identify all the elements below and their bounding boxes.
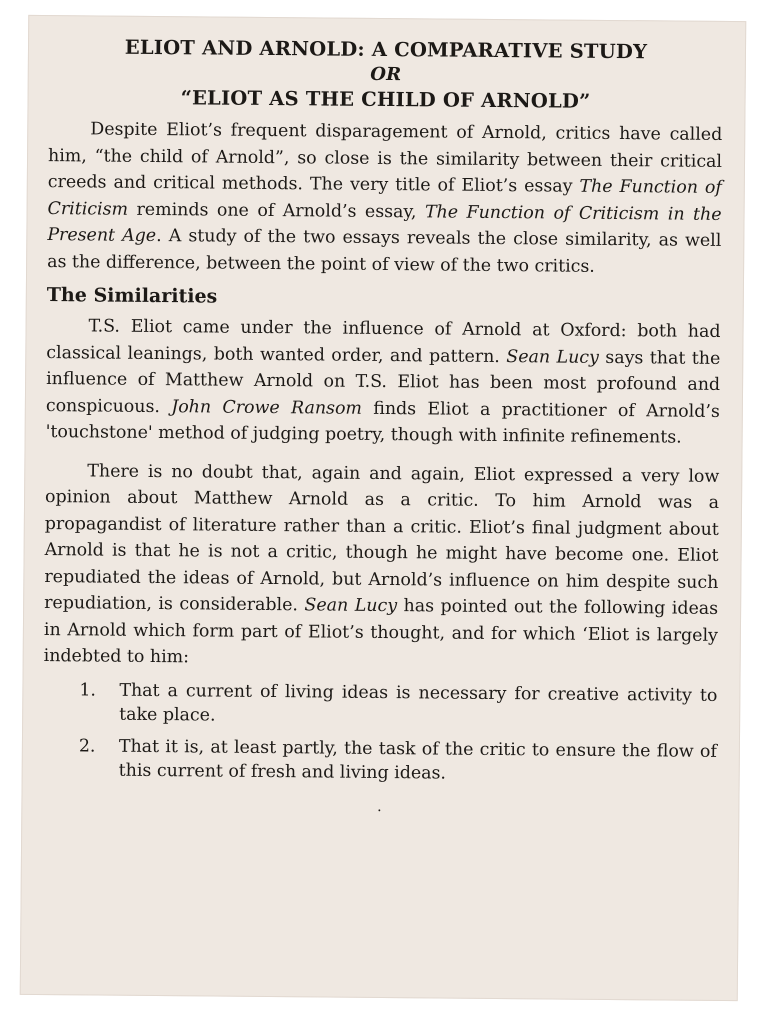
para3-text-2: has pointed out the following ideas in Arnold which form part of Eliot’s thought, and for which ‘Eliot is largely indebted to him: — [43, 596, 719, 668]
book-page — [20, 15, 747, 1001]
list-number: 1. — [79, 679, 97, 701]
intro-text-1: Despite Eliot’s frequent disparagement of Arnold, critics have called him, “the child of Arnold”, so close is the similarity between their critical creeds and critical methods. The very title of Eliot’s essay — [47, 119, 723, 197]
arnold-essay-title: The Function of Criticism in the Present Age — [47, 201, 722, 247]
footer-mark: . — [377, 798, 382, 815]
name-sean-lucy-2: Sean Lucy — [304, 595, 398, 617]
para2-text-1: T.S. Eliot came under the influence of Arnold at Oxford: both had classical leanings, both wanted order, and pattern. — [46, 316, 721, 367]
para3-text-1: There is no doubt that, again and again, Eliot expressed a very low opinion about Matthew Arnold as a critic. To him Arnold was a propagandist of literature rather than a critic. Eliot’s final judgment about Arnold is that he is not a critic, though he might have become one. Eliot repudiated the ideas of Arnold, but Arnold’s influence on him despite such repudiation, is considerable. — [44, 460, 720, 616]
eliot-essay-title: The Function of Criticism — [47, 176, 722, 220]
section-heading: The Similarities — [46, 284, 218, 308]
similarities-paragraph — [46, 313, 721, 451]
intro-text-2: reminds one of Arnold’s essay, — [127, 199, 426, 222]
para2-text-2: says that the influence of Matthew Arnold on T.S. Eliot has been most profound and conspicuous. — [45, 347, 721, 417]
intro-text-3: . A study of the two essays reveals the close similarity, as well as the difference, between the point of view of the two critics. — [47, 226, 722, 277]
list-item — [79, 678, 718, 731]
list-number: 2. — [78, 735, 96, 756]
opinion-paragraph — [44, 458, 720, 676]
name-john-crowe-ransom: John Crowe Ransom — [171, 396, 363, 419]
list-text: That it is, at least partly, the task of the critic to ensure the flow of this current of fresh and living ideas. — [118, 736, 717, 784]
intro-paragraph — [47, 116, 722, 281]
list-item — [78, 734, 717, 787]
title-or: OR — [370, 63, 402, 86]
title-line-3: “ELIOT AS THE CHILD OF ARNOLD” — [180, 86, 591, 113]
title-line-1: ELIOT AND ARNOLD: A COMPARATIVE STUDY — [124, 35, 648, 64]
name-sean-lucy: Sean Lucy — [506, 346, 599, 368]
ideas-list — [43, 678, 718, 788]
list-text: That a current of living ideas is necessary for creative activity to take place. — [119, 680, 718, 726]
para2-text-3: finds Eliot a practitioner of Arnold’s 'touchstone' method of judging poetry, though with infinite refinements. — [45, 398, 720, 448]
